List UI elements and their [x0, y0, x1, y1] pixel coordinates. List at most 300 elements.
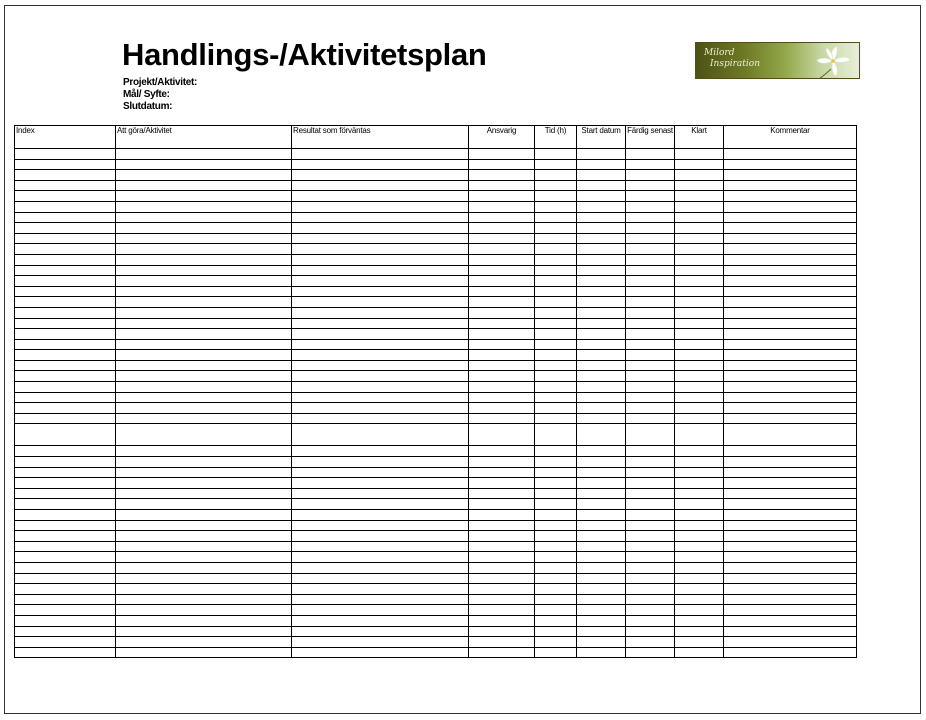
table-cell-activity[interactable] [116, 531, 292, 542]
table-cell-index[interactable] [15, 307, 116, 318]
table-cell-completed[interactable] [675, 170, 724, 181]
table-cell-comment[interactable] [724, 541, 857, 552]
table-cell-start[interactable] [577, 446, 626, 457]
table-cell-done_by[interactable] [626, 297, 675, 308]
table-cell-done_by[interactable] [626, 510, 675, 521]
table-cell-activity[interactable] [116, 286, 292, 297]
table-cell-responsible[interactable] [469, 350, 535, 361]
table-cell-completed[interactable] [675, 254, 724, 265]
table-cell-index[interactable] [15, 531, 116, 542]
table-cell-hours[interactable] [535, 286, 577, 297]
table-cell-done_by[interactable] [626, 191, 675, 202]
table-cell-result[interactable] [292, 159, 469, 170]
table-cell-completed[interactable] [675, 562, 724, 573]
table-cell-activity[interactable] [116, 605, 292, 616]
table-cell-comment[interactable] [724, 350, 857, 361]
table-cell-start[interactable] [577, 360, 626, 371]
table-cell-activity[interactable] [116, 212, 292, 223]
table-cell-hours[interactable] [535, 552, 577, 563]
table-cell-start[interactable] [577, 350, 626, 361]
table-cell-activity[interactable] [116, 201, 292, 212]
table-cell-hours[interactable] [535, 382, 577, 393]
table-cell-start[interactable] [577, 329, 626, 340]
table-cell-completed[interactable] [675, 329, 724, 340]
table-cell-activity[interactable] [116, 594, 292, 605]
table-cell-result[interactable] [292, 605, 469, 616]
table-cell-hours[interactable] [535, 254, 577, 265]
table-cell-completed[interactable] [675, 573, 724, 584]
table-cell-index[interactable] [15, 552, 116, 563]
table-cell-start[interactable] [577, 276, 626, 287]
table-cell-responsible[interactable] [469, 233, 535, 244]
table-cell-comment[interactable] [724, 424, 857, 446]
table-cell-result[interactable] [292, 615, 469, 626]
table-cell-index[interactable] [15, 254, 116, 265]
table-cell-start[interactable] [577, 499, 626, 510]
table-cell-comment[interactable] [724, 392, 857, 403]
table-cell-completed[interactable] [675, 180, 724, 191]
table-cell-responsible[interactable] [469, 286, 535, 297]
table-cell-hours[interactable] [535, 170, 577, 181]
table-cell-hours[interactable] [535, 467, 577, 478]
table-cell-done_by[interactable] [626, 159, 675, 170]
table-cell-responsible[interactable] [469, 499, 535, 510]
table-cell-start[interactable] [577, 478, 626, 489]
table-cell-responsible[interactable] [469, 265, 535, 276]
table-cell-responsible[interactable] [469, 605, 535, 616]
table-cell-completed[interactable] [675, 594, 724, 605]
table-cell-comment[interactable] [724, 573, 857, 584]
table-cell-hours[interactable] [535, 562, 577, 573]
table-cell-activity[interactable] [116, 520, 292, 531]
table-cell-comment[interactable] [724, 201, 857, 212]
table-cell-result[interactable] [292, 170, 469, 181]
table-cell-done_by[interactable] [626, 552, 675, 563]
table-cell-done_by[interactable] [626, 594, 675, 605]
table-cell-activity[interactable] [116, 584, 292, 595]
table-cell-result[interactable] [292, 191, 469, 202]
table-cell-hours[interactable] [535, 159, 577, 170]
table-cell-responsible[interactable] [469, 360, 535, 371]
table-cell-index[interactable] [15, 446, 116, 457]
table-cell-activity[interactable] [116, 392, 292, 403]
table-cell-index[interactable] [15, 584, 116, 595]
table-cell-completed[interactable] [675, 626, 724, 637]
table-cell-hours[interactable] [535, 371, 577, 382]
table-cell-result[interactable] [292, 149, 469, 160]
table-cell-index[interactable] [15, 637, 116, 648]
table-cell-hours[interactable] [535, 392, 577, 403]
table-cell-start[interactable] [577, 318, 626, 329]
table-cell-done_by[interactable] [626, 446, 675, 457]
table-cell-activity[interactable] [116, 350, 292, 361]
table-cell-comment[interactable] [724, 382, 857, 393]
table-cell-result[interactable] [292, 339, 469, 350]
table-cell-comment[interactable] [724, 615, 857, 626]
table-cell-start[interactable] [577, 265, 626, 276]
table-cell-result[interactable] [292, 254, 469, 265]
table-cell-comment[interactable] [724, 488, 857, 499]
table-cell-responsible[interactable] [469, 424, 535, 446]
table-cell-index[interactable] [15, 318, 116, 329]
table-cell-index[interactable] [15, 286, 116, 297]
table-cell-done_by[interactable] [626, 584, 675, 595]
table-cell-index[interactable] [15, 265, 116, 276]
table-cell-start[interactable] [577, 424, 626, 446]
table-cell-result[interactable] [292, 562, 469, 573]
table-cell-result[interactable] [292, 510, 469, 521]
table-cell-comment[interactable] [724, 626, 857, 637]
table-cell-index[interactable] [15, 329, 116, 340]
table-cell-start[interactable] [577, 233, 626, 244]
table-cell-hours[interactable] [535, 488, 577, 499]
table-cell-activity[interactable] [116, 573, 292, 584]
table-cell-comment[interactable] [724, 403, 857, 414]
table-cell-index[interactable] [15, 223, 116, 234]
table-cell-activity[interactable] [116, 413, 292, 424]
table-cell-result[interactable] [292, 212, 469, 223]
table-cell-responsible[interactable] [469, 413, 535, 424]
table-cell-done_by[interactable] [626, 488, 675, 499]
table-cell-responsible[interactable] [469, 297, 535, 308]
table-cell-activity[interactable] [116, 647, 292, 658]
table-cell-activity[interactable] [116, 149, 292, 160]
table-cell-responsible[interactable] [469, 318, 535, 329]
table-cell-responsible[interactable] [469, 478, 535, 489]
table-cell-responsible[interactable] [469, 615, 535, 626]
table-cell-hours[interactable] [535, 223, 577, 234]
table-cell-activity[interactable] [116, 233, 292, 244]
table-cell-responsible[interactable] [469, 223, 535, 234]
table-cell-responsible[interactable] [469, 371, 535, 382]
table-cell-index[interactable] [15, 541, 116, 552]
table-cell-hours[interactable] [535, 605, 577, 616]
table-cell-result[interactable] [292, 626, 469, 637]
table-cell-start[interactable] [577, 180, 626, 191]
table-cell-start[interactable] [577, 605, 626, 616]
table-cell-responsible[interactable] [469, 307, 535, 318]
table-cell-hours[interactable] [535, 424, 577, 446]
table-cell-index[interactable] [15, 350, 116, 361]
table-cell-start[interactable] [577, 201, 626, 212]
table-cell-done_by[interactable] [626, 180, 675, 191]
table-cell-comment[interactable] [724, 413, 857, 424]
table-cell-done_by[interactable] [626, 350, 675, 361]
table-cell-completed[interactable] [675, 191, 724, 202]
table-cell-start[interactable] [577, 541, 626, 552]
table-cell-result[interactable] [292, 392, 469, 403]
table-cell-completed[interactable] [675, 318, 724, 329]
table-cell-completed[interactable] [675, 233, 724, 244]
table-cell-responsible[interactable] [469, 457, 535, 468]
table-cell-index[interactable] [15, 457, 116, 468]
table-cell-index[interactable] [15, 520, 116, 531]
table-cell-index[interactable] [15, 180, 116, 191]
table-cell-hours[interactable] [535, 637, 577, 648]
table-cell-activity[interactable] [116, 371, 292, 382]
table-cell-hours[interactable] [535, 244, 577, 255]
table-cell-index[interactable] [15, 371, 116, 382]
table-cell-start[interactable] [577, 254, 626, 265]
table-cell-result[interactable] [292, 488, 469, 499]
table-cell-completed[interactable] [675, 392, 724, 403]
table-cell-start[interactable] [577, 170, 626, 181]
table-cell-responsible[interactable] [469, 191, 535, 202]
table-cell-completed[interactable] [675, 637, 724, 648]
table-cell-comment[interactable] [724, 212, 857, 223]
table-cell-comment[interactable] [724, 318, 857, 329]
table-cell-hours[interactable] [535, 191, 577, 202]
table-cell-result[interactable] [292, 233, 469, 244]
table-cell-completed[interactable] [675, 149, 724, 160]
table-cell-start[interactable] [577, 637, 626, 648]
table-cell-index[interactable] [15, 191, 116, 202]
table-cell-start[interactable] [577, 191, 626, 202]
table-cell-completed[interactable] [675, 467, 724, 478]
table-cell-done_by[interactable] [626, 329, 675, 340]
table-cell-activity[interactable] [116, 170, 292, 181]
table-cell-comment[interactable] [724, 562, 857, 573]
table-cell-start[interactable] [577, 488, 626, 499]
table-cell-completed[interactable] [675, 552, 724, 563]
table-cell-completed[interactable] [675, 360, 724, 371]
table-cell-start[interactable] [577, 223, 626, 234]
table-cell-index[interactable] [15, 562, 116, 573]
table-cell-start[interactable] [577, 531, 626, 542]
table-cell-start[interactable] [577, 573, 626, 584]
table-cell-start[interactable] [577, 244, 626, 255]
table-cell-activity[interactable] [116, 499, 292, 510]
table-cell-comment[interactable] [724, 159, 857, 170]
table-cell-done_by[interactable] [626, 339, 675, 350]
table-cell-result[interactable] [292, 467, 469, 478]
table-cell-completed[interactable] [675, 446, 724, 457]
table-cell-comment[interactable] [724, 297, 857, 308]
table-cell-start[interactable] [577, 403, 626, 414]
table-cell-result[interactable] [292, 531, 469, 542]
table-cell-hours[interactable] [535, 307, 577, 318]
table-cell-index[interactable] [15, 201, 116, 212]
table-cell-comment[interactable] [724, 329, 857, 340]
table-cell-completed[interactable] [675, 297, 724, 308]
table-cell-activity[interactable] [116, 254, 292, 265]
table-cell-completed[interactable] [675, 413, 724, 424]
table-cell-comment[interactable] [724, 339, 857, 350]
table-cell-responsible[interactable] [469, 562, 535, 573]
table-cell-done_by[interactable] [626, 531, 675, 542]
table-cell-index[interactable] [15, 424, 116, 446]
table-cell-completed[interactable] [675, 488, 724, 499]
table-cell-index[interactable] [15, 392, 116, 403]
table-cell-hours[interactable] [535, 276, 577, 287]
table-cell-completed[interactable] [675, 371, 724, 382]
table-cell-responsible[interactable] [469, 446, 535, 457]
table-cell-done_by[interactable] [626, 573, 675, 584]
table-cell-completed[interactable] [675, 510, 724, 521]
table-cell-start[interactable] [577, 413, 626, 424]
table-cell-completed[interactable] [675, 201, 724, 212]
table-cell-activity[interactable] [116, 510, 292, 521]
table-cell-responsible[interactable] [469, 510, 535, 521]
table-cell-result[interactable] [292, 276, 469, 287]
table-cell-result[interactable] [292, 573, 469, 584]
table-cell-responsible[interactable] [469, 541, 535, 552]
table-cell-comment[interactable] [724, 605, 857, 616]
table-cell-done_by[interactable] [626, 318, 675, 329]
table-cell-result[interactable] [292, 382, 469, 393]
table-cell-result[interactable] [292, 223, 469, 234]
table-cell-index[interactable] [15, 478, 116, 489]
table-cell-activity[interactable] [116, 541, 292, 552]
table-cell-result[interactable] [292, 286, 469, 297]
table-cell-responsible[interactable] [469, 520, 535, 531]
table-cell-comment[interactable] [724, 499, 857, 510]
table-cell-responsible[interactable] [469, 180, 535, 191]
table-cell-comment[interactable] [724, 510, 857, 521]
table-cell-activity[interactable] [116, 446, 292, 457]
table-cell-result[interactable] [292, 403, 469, 414]
table-cell-activity[interactable] [116, 265, 292, 276]
table-cell-responsible[interactable] [469, 254, 535, 265]
table-cell-index[interactable] [15, 170, 116, 181]
table-cell-result[interactable] [292, 180, 469, 191]
table-cell-done_by[interactable] [626, 520, 675, 531]
table-cell-hours[interactable] [535, 413, 577, 424]
table-cell-start[interactable] [577, 615, 626, 626]
table-cell-result[interactable] [292, 424, 469, 446]
table-cell-completed[interactable] [675, 541, 724, 552]
table-cell-result[interactable] [292, 584, 469, 595]
table-cell-done_by[interactable] [626, 223, 675, 234]
table-cell-done_by[interactable] [626, 265, 675, 276]
table-cell-completed[interactable] [675, 424, 724, 446]
table-cell-result[interactable] [292, 594, 469, 605]
table-cell-index[interactable] [15, 626, 116, 637]
table-cell-activity[interactable] [116, 478, 292, 489]
table-cell-activity[interactable] [116, 191, 292, 202]
table-cell-hours[interactable] [535, 350, 577, 361]
table-cell-hours[interactable] [535, 265, 577, 276]
table-cell-index[interactable] [15, 615, 116, 626]
table-cell-comment[interactable] [724, 647, 857, 658]
table-cell-result[interactable] [292, 637, 469, 648]
table-cell-done_by[interactable] [626, 244, 675, 255]
table-cell-result[interactable] [292, 520, 469, 531]
table-cell-comment[interactable] [724, 254, 857, 265]
table-cell-activity[interactable] [116, 488, 292, 499]
table-cell-hours[interactable] [535, 531, 577, 542]
table-cell-done_by[interactable] [626, 382, 675, 393]
table-cell-result[interactable] [292, 446, 469, 457]
table-cell-completed[interactable] [675, 339, 724, 350]
table-cell-activity[interactable] [116, 339, 292, 350]
table-cell-index[interactable] [15, 647, 116, 658]
table-cell-completed[interactable] [675, 531, 724, 542]
table-cell-completed[interactable] [675, 159, 724, 170]
table-cell-start[interactable] [577, 297, 626, 308]
table-cell-result[interactable] [292, 499, 469, 510]
table-cell-done_by[interactable] [626, 626, 675, 637]
table-cell-result[interactable] [292, 371, 469, 382]
table-cell-done_by[interactable] [626, 637, 675, 648]
table-cell-responsible[interactable] [469, 276, 535, 287]
table-cell-activity[interactable] [116, 297, 292, 308]
table-cell-start[interactable] [577, 626, 626, 637]
table-cell-index[interactable] [15, 233, 116, 244]
table-cell-comment[interactable] [724, 276, 857, 287]
table-cell-activity[interactable] [116, 276, 292, 287]
table-cell-start[interactable] [577, 584, 626, 595]
table-cell-completed[interactable] [675, 382, 724, 393]
table-cell-responsible[interactable] [469, 382, 535, 393]
table-cell-responsible[interactable] [469, 159, 535, 170]
table-cell-hours[interactable] [535, 446, 577, 457]
table-cell-activity[interactable] [116, 318, 292, 329]
table-cell-result[interactable] [292, 307, 469, 318]
table-cell-done_by[interactable] [626, 254, 675, 265]
table-cell-responsible[interactable] [469, 488, 535, 499]
table-cell-done_by[interactable] [626, 286, 675, 297]
table-cell-responsible[interactable] [469, 329, 535, 340]
table-cell-index[interactable] [15, 499, 116, 510]
table-cell-result[interactable] [292, 201, 469, 212]
table-cell-result[interactable] [292, 244, 469, 255]
table-cell-hours[interactable] [535, 584, 577, 595]
table-cell-index[interactable] [15, 212, 116, 223]
table-cell-completed[interactable] [675, 244, 724, 255]
table-cell-index[interactable] [15, 413, 116, 424]
table-cell-done_by[interactable] [626, 457, 675, 468]
table-cell-hours[interactable] [535, 457, 577, 468]
table-cell-responsible[interactable] [469, 552, 535, 563]
table-cell-responsible[interactable] [469, 584, 535, 595]
table-cell-hours[interactable] [535, 499, 577, 510]
table-cell-comment[interactable] [724, 457, 857, 468]
table-cell-completed[interactable] [675, 499, 724, 510]
table-cell-completed[interactable] [675, 615, 724, 626]
table-cell-activity[interactable] [116, 360, 292, 371]
table-cell-index[interactable] [15, 488, 116, 499]
table-cell-completed[interactable] [675, 520, 724, 531]
table-cell-completed[interactable] [675, 647, 724, 658]
table-cell-done_by[interactable] [626, 170, 675, 181]
table-cell-responsible[interactable] [469, 149, 535, 160]
table-cell-responsible[interactable] [469, 573, 535, 584]
table-cell-activity[interactable] [116, 615, 292, 626]
table-cell-index[interactable] [15, 510, 116, 521]
table-cell-index[interactable] [15, 360, 116, 371]
table-cell-result[interactable] [292, 265, 469, 276]
table-cell-done_by[interactable] [626, 201, 675, 212]
table-cell-hours[interactable] [535, 573, 577, 584]
table-cell-comment[interactable] [724, 233, 857, 244]
table-cell-hours[interactable] [535, 180, 577, 191]
table-cell-comment[interactable] [724, 191, 857, 202]
table-cell-index[interactable] [15, 467, 116, 478]
table-cell-responsible[interactable] [469, 594, 535, 605]
table-cell-result[interactable] [292, 318, 469, 329]
table-cell-completed[interactable] [675, 605, 724, 616]
table-cell-result[interactable] [292, 350, 469, 361]
table-cell-result[interactable] [292, 297, 469, 308]
table-cell-hours[interactable] [535, 360, 577, 371]
table-cell-done_by[interactable] [626, 562, 675, 573]
table-cell-done_by[interactable] [626, 233, 675, 244]
table-cell-responsible[interactable] [469, 244, 535, 255]
table-cell-activity[interactable] [116, 552, 292, 563]
table-cell-start[interactable] [577, 467, 626, 478]
table-cell-hours[interactable] [535, 510, 577, 521]
